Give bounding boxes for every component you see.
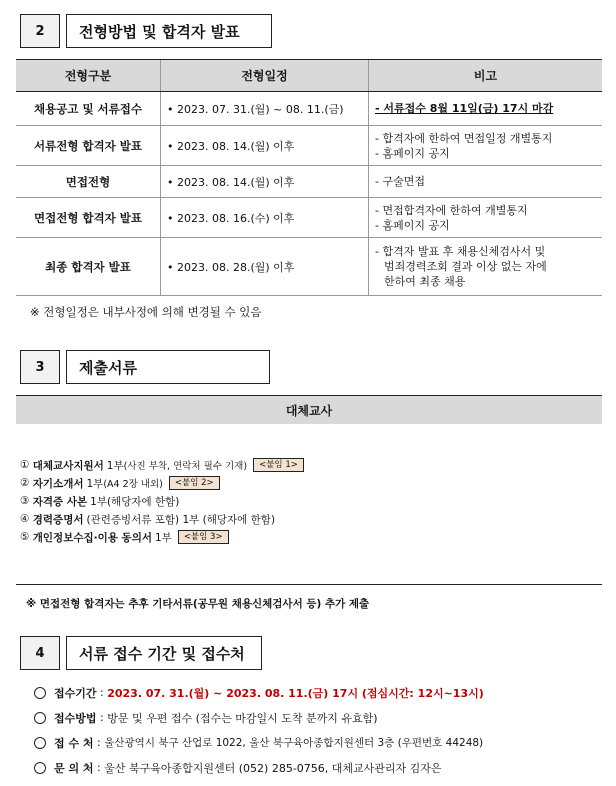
section-title: 제출서류	[66, 350, 270, 384]
list-item: ② 자기소개서 1부 (A4 2장 내외) <붙임 2>	[20, 474, 304, 492]
section-title: 서류 접수 기간 및 접수처	[66, 636, 262, 670]
column-header: 전형일정	[161, 60, 369, 92]
attachment-tag: <붙임 1>	[253, 458, 304, 472]
divider	[16, 584, 602, 585]
attachment-tag: <붙임 2>	[169, 476, 220, 490]
date-cell: • 2023. 08. 14.(월) 이후	[161, 126, 369, 166]
remarks-cell: - 구술면접	[369, 166, 603, 198]
table-row	[16, 166, 602, 198]
section-2-header	[20, 14, 272, 48]
section-number: 2	[20, 14, 60, 48]
date-cell: • 2023. 08. 28.(월) 이후	[161, 238, 369, 296]
date-cell: • 2023. 08. 14.(월) 이후	[161, 166, 369, 198]
stage-cell: 면접전형 합격자 발표	[16, 198, 161, 238]
section-3-header	[20, 350, 270, 384]
remarks-cell: - 합격자 발표 후 채용신체검사서 및 범죄경력조회 결과 이상 없는 자에 한하여 최종 채용	[369, 238, 603, 296]
list-item: ④ 경력증명서 (관련증빙서류 포함) 1부 (해당자에 한함)	[20, 513, 276, 526]
section-title: 전형방법 및 합격자 발표	[66, 14, 272, 48]
circle-bullet-icon	[34, 712, 46, 724]
stage-cell: 채용공고 및 서류접수	[16, 92, 161, 126]
table-row	[16, 126, 602, 166]
section-number: 3	[20, 350, 60, 384]
info-row-period: 접수기간 : 2023. 07. 31.(월) ~ 2023. 08. 11.(금) 17시 (점심시간: 12시~13시)	[34, 680, 484, 705]
table-row	[16, 238, 602, 296]
remarks-cell: - 면접합격자에 한하여 개별통지 - 홈페이지 공지	[369, 198, 603, 238]
list-item: ③ 자격증 사본 1부(해당자에 한함)	[20, 495, 180, 508]
documents-list	[20, 456, 304, 546]
circle-bullet-icon	[34, 762, 46, 774]
remarks-cell: - 서류접수 8월 11일(금) 17시 마감	[369, 92, 603, 126]
application-info	[34, 680, 484, 780]
date-cell: • 2023. 07. 31.(월) ~ 08. 11.(금)	[161, 92, 369, 126]
table-header-row	[16, 60, 602, 92]
date-cell: • 2023. 08. 16.(수) 이후	[161, 198, 369, 238]
info-row-contact: 문 의 처 : 울산 북구육아종합지원센터 (052) 285-0756, 대체교사관리자 김자은	[34, 755, 484, 780]
circle-bullet-icon	[34, 687, 46, 699]
remarks-cell: - 합격자에 한하여 면접일정 개별통지 - 홈페이지 공지	[369, 126, 603, 166]
schedule-note: ※ 전형일정은 내부사정에 의해 변경될 수 있음	[30, 305, 262, 319]
circle-bullet-icon	[34, 737, 46, 749]
schedule-table	[16, 59, 602, 296]
column-header: 비고	[369, 60, 603, 92]
stage-cell: 면접전형	[16, 166, 161, 198]
section-number: 4	[20, 636, 60, 670]
list-item: ⑤ 개인정보수집·이용 동의서 1부 <붙임 3>	[20, 528, 304, 546]
section-4-header	[20, 636, 262, 670]
documents-category-bar: 대체교사	[16, 395, 602, 424]
stage-cell: 서류전형 합격자 발표	[16, 126, 161, 166]
info-row-method: 접수방법 : 방문 및 우편 접수 (접수는 마감일시 도착 분까지 유효함)	[34, 705, 484, 730]
attachment-tag: <붙임 3>	[178, 530, 229, 544]
table-row	[16, 198, 602, 238]
column-header: 전형구분	[16, 60, 161, 92]
documents-footnote: ※ 면접전형 합격자는 추후 기타서류(공무원 채용신체검사서 등) 추가 제출	[26, 598, 370, 610]
list-item: ① 대체교사지원서 1부 (사진 부착, 연락처 필수 기재) <붙임 1>	[20, 456, 304, 474]
info-row-location: 접 수 처 : 울산광역시 북구 산업로 1022, 울산 북구육아종합지원센터 3층 (우편번호 44248)	[34, 730, 484, 755]
stage-cell: 최종 합격자 발표	[16, 238, 161, 296]
table-row	[16, 92, 602, 126]
